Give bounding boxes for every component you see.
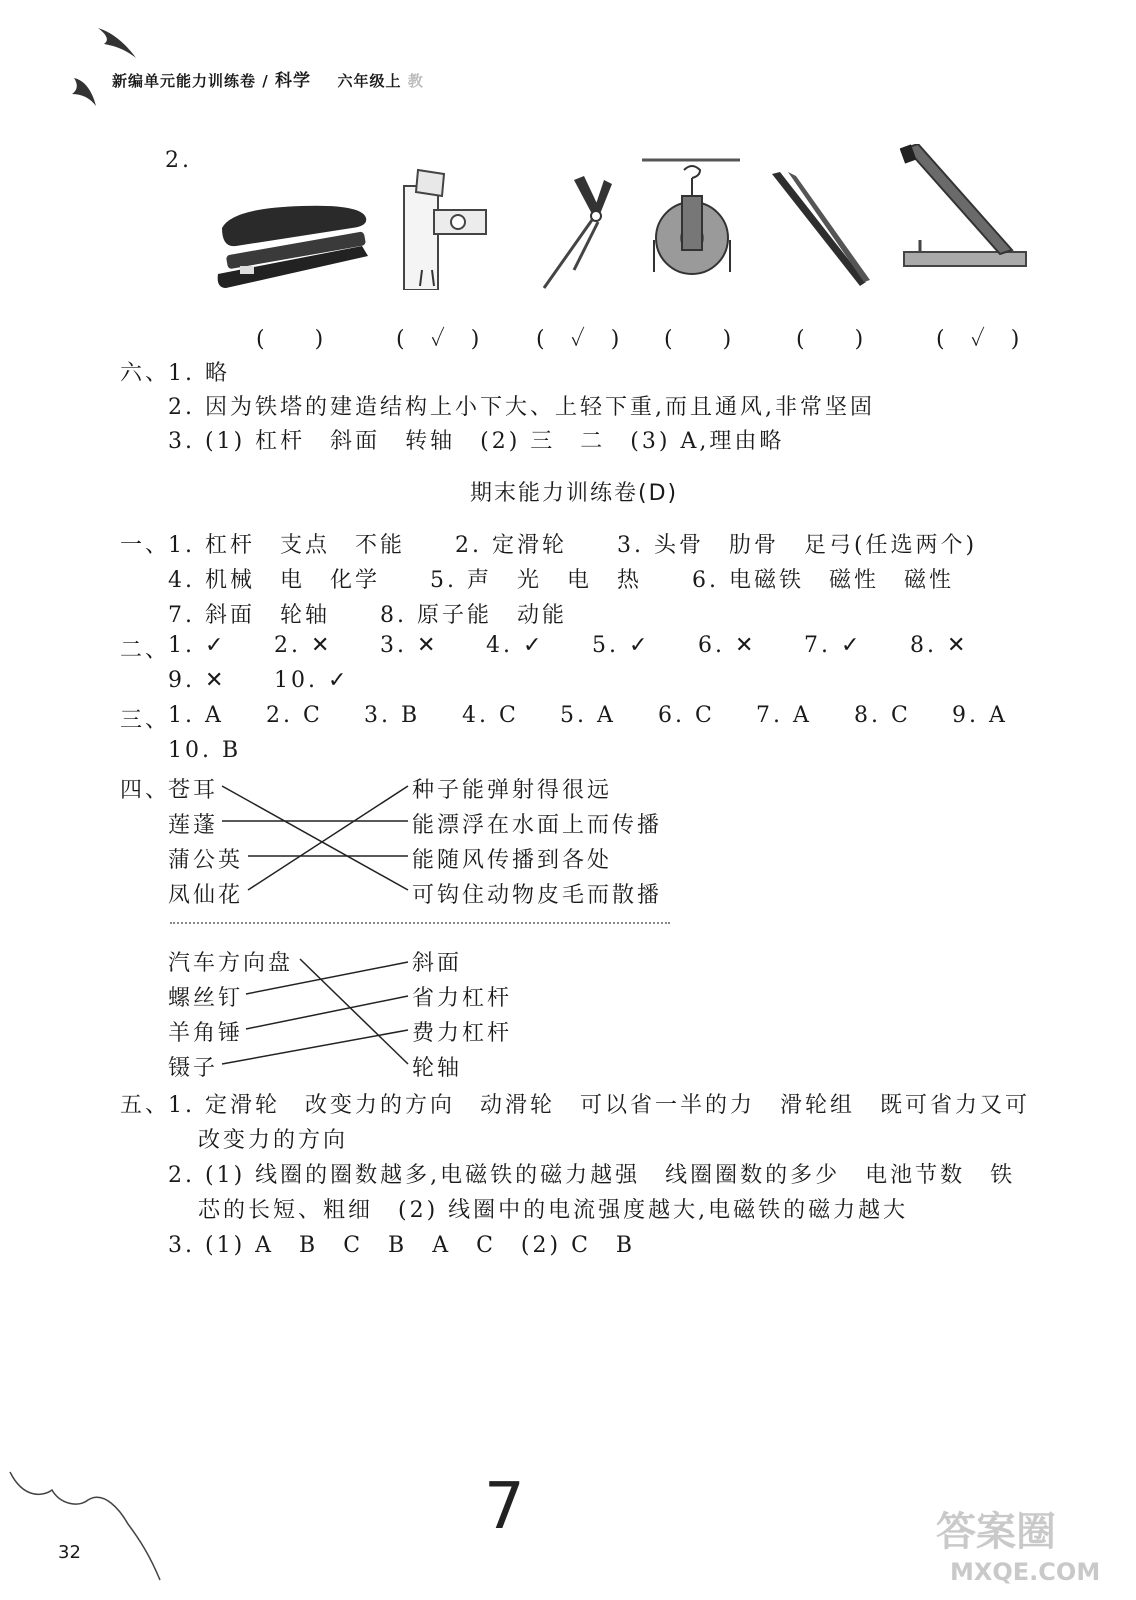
header-separator: / <box>262 72 269 90</box>
q2-mark-tweezers: ( ) <box>796 327 866 352</box>
s2-item-8: 8. ✕ <box>910 633 969 658</box>
handwritten-number: 7 <box>484 1470 525 1544</box>
s4-left1-item: 莲蓬 <box>168 813 219 838</box>
q2-mark-faucet: ( ✓ ) <box>396 327 482 352</box>
s4-right2-item: 省力杠杆 <box>412 986 513 1011</box>
cloud-decoration <box>0 1460 200 1600</box>
q2-mark-cutter: ( ✓ ) <box>936 327 1022 352</box>
s3-item-3: 3. B <box>364 703 421 728</box>
s3-item-2: 2. C <box>266 703 323 728</box>
header-subject: 科学 <box>274 71 311 91</box>
section6-label: 六、 <box>120 361 171 386</box>
s2-item-4: 4. ✓ <box>486 633 545 658</box>
watermark-url: MXQE.COM <box>950 1558 1101 1586</box>
page-number: 32 <box>58 1542 81 1563</box>
s3-item-4: 4. C <box>462 703 519 728</box>
s5-line-3: 2. (1) 线圈的圈数越多,电磁铁的磁力越强 线圈圈数的多少 电池节数 铁 <box>168 1163 1016 1188</box>
s4-left2-item: 汽车方向盘 <box>168 951 294 976</box>
header-title: 新编单元能力训练卷 <box>112 72 257 90</box>
q2-mark-pulley: ( ) <box>664 327 734 352</box>
s4-label: 四、 <box>120 778 171 803</box>
s2-label: 二、 <box>120 638 171 663</box>
s2-item-3: 3. ✕ <box>380 633 439 658</box>
s3-item-5: 5. A <box>560 703 616 728</box>
s3-item-6: 6. C <box>658 703 715 728</box>
s5-line-4: 芯的长短、粗细 (2) 线圈中的电流强度越大,电磁铁的磁力越大 <box>198 1198 909 1223</box>
s4-right2-item: 费力杠杆 <box>412 1021 513 1046</box>
s1-line-2: 4. 机械 电 化学 5. 声 光 电 热 6. 电磁铁 磁性 磁性 <box>168 568 954 593</box>
s4-left2-item: 螺丝钉 <box>168 986 244 1011</box>
s2-item-9: 9. ✕ <box>168 668 227 693</box>
s4-left2-item: 羊角锤 <box>168 1021 244 1046</box>
section6-line-1: 1. 略 <box>168 361 230 386</box>
s3-item-8: 8. C <box>854 703 911 728</box>
s1-line-1: 1. 杠杆 支点 不能 2. 定滑轮 3. 头骨 肋骨 足弓(任选两个) <box>168 533 978 558</box>
s4-left1-item: 蒲公英 <box>168 848 244 873</box>
q2-number: 2. <box>165 148 192 173</box>
s4-left1-item: 凤仙花 <box>168 883 244 908</box>
s4-right2-item: 轮轴 <box>412 1056 463 1081</box>
s1-label: 一、 <box>120 533 171 558</box>
s2-item-10: 10. ✓ <box>274 668 350 693</box>
s1-line-3: 7. 斜面 轮轴 8. 原子能 动能 <box>168 603 567 628</box>
s3-item-9: 9. A <box>952 703 1008 728</box>
s5-label: 五、 <box>120 1093 171 1118</box>
s4-right2-item: 斜面 <box>412 951 463 976</box>
s4-left1-item: 苍耳 <box>168 778 219 803</box>
s3-label: 三、 <box>120 708 171 733</box>
section6-line-2: 2. 因为铁塔的建造结构上小下大、上轻下重,而且通风,非常坚固 <box>168 395 875 420</box>
s4-right1-item: 可钩住动物皮毛而散播 <box>412 883 663 908</box>
s4-right1-item: 种子能弹射得很远 <box>412 778 613 803</box>
q2-mark-pliers: ( ✓ ) <box>536 327 622 352</box>
exam-title: 期末能力训练卷(D) <box>470 481 679 506</box>
s4-left2-item: 镊子 <box>168 1056 219 1081</box>
watermark-logo-text: 答案圈 <box>936 1509 1056 1555</box>
q2-mark-stapler: ( ) <box>256 327 326 352</box>
s2-item-5: 5. ✓ <box>592 633 651 658</box>
s3-item-7: 7. A <box>756 703 812 728</box>
s4-right1-item: 能漂浮在水面上而传播 <box>412 813 663 838</box>
header-grade: 六年级上 <box>337 72 402 90</box>
s4-right1-item: 能随风传播到各处 <box>412 848 613 873</box>
s3-item-10: 10. B <box>168 738 242 763</box>
s2-item-6: 6. ✕ <box>698 633 757 658</box>
section6-line-3: 3. (1) 杠杆 斜面 转轴 (2) 三 二 (3) A,理由略 <box>168 429 785 454</box>
header-grade-tag: 教 <box>407 72 424 90</box>
s5-line-5: 3. (1) A B C B A C (2) C B <box>168 1233 636 1258</box>
s2-item-7: 7. ✓ <box>804 633 863 658</box>
s5-line-2: 改变力的方向 <box>198 1128 349 1153</box>
s5-line-1: 1. 定滑轮 改变力的方向 动滑轮 可以省一半的力 滑轮组 既可省力又可 <box>168 1093 1030 1118</box>
s3-item-1: 1. A <box>168 703 224 728</box>
s2-item-2: 2. ✕ <box>274 633 333 658</box>
s2-item-1: 1. ✓ <box>168 633 227 658</box>
